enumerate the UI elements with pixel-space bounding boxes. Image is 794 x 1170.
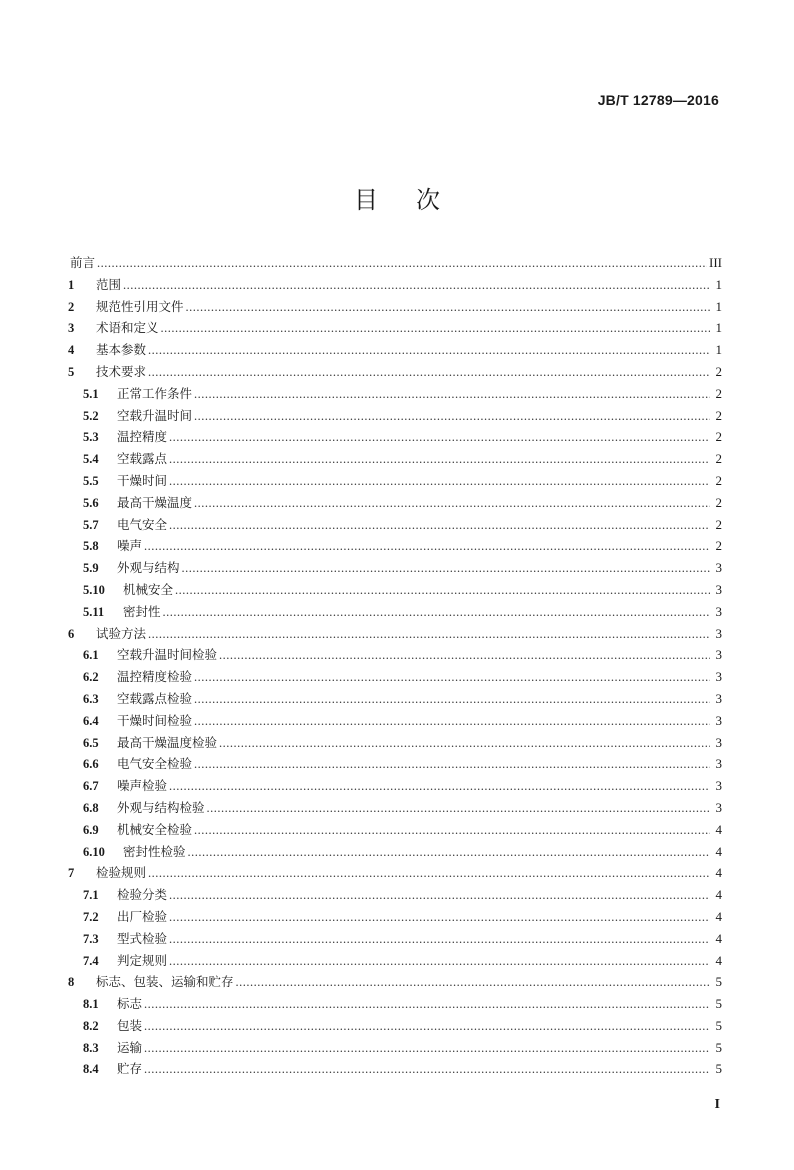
toc-entry-label: 最高干燥温度检验 — [117, 734, 218, 750]
toc-entry-label: 外观与结构 — [117, 560, 180, 576]
toc-entry-number: 5.9 — [83, 561, 99, 576]
toc-entry-page: 1 — [715, 342, 722, 358]
toc-entry-label: 密封性检验 — [123, 843, 186, 859]
toc-entry-label: 温控精度检验 — [117, 669, 193, 685]
toc-entry-label: 标志、包装、运输和贮存 — [96, 974, 234, 990]
toc-entry-page: 1 — [715, 276, 722, 292]
toc-entry-label: 温控精度 — [117, 429, 168, 445]
toc-entry-page: 1 — [715, 298, 722, 314]
toc-entry-number: 6.7 — [83, 779, 99, 794]
toc-entry-label: 范围 — [96, 276, 122, 292]
toc-entry-page: 4 — [715, 908, 722, 924]
toc-entry-number: 3 — [68, 321, 75, 336]
toc-entry-number: 5 — [68, 364, 75, 379]
toc-entry-label: 基本参数 — [96, 342, 147, 358]
toc-leader-dots — [169, 951, 710, 973]
toc-entry-page: 4 — [715, 930, 722, 946]
toc-leader-dots — [186, 297, 710, 319]
toc-entry-label: 噪声 — [117, 538, 143, 554]
toc-entry[interactable] — [68, 426, 722, 448]
toc-entry-label: 标志 — [117, 996, 143, 1012]
toc-entry-label: 贮存 — [117, 1061, 143, 1077]
toc-entry-label: 空载露点 — [117, 451, 168, 467]
toc-entry-page: 2 — [715, 472, 722, 488]
toc-entry[interactable] — [68, 862, 722, 884]
toc-entry-number: 8 — [68, 975, 75, 990]
toc-entry-number: 6 — [68, 626, 75, 641]
toc-entry[interactable] — [68, 492, 722, 514]
toc-entry[interactable] — [68, 317, 722, 339]
toc-leader-dots — [169, 776, 710, 798]
toc-leader-dots — [194, 406, 710, 428]
toc-entry-label: 空载升温时间检验 — [117, 647, 218, 663]
toc-entry[interactable] — [68, 274, 722, 296]
toc-entry-page: 3 — [715, 560, 722, 576]
toc-leader-dots — [169, 427, 710, 449]
toc-entry-page: 2 — [715, 385, 722, 401]
toc-entry[interactable] — [68, 405, 722, 427]
toc-entry[interactable] — [68, 732, 722, 754]
toc-entry-label: 干燥时间检验 — [117, 712, 193, 728]
toc-leader-dots — [144, 536, 710, 558]
toc-entry-number: 6.2 — [83, 670, 99, 685]
toc-entry-page: 2 — [715, 429, 722, 445]
toc-entry-page: 3 — [715, 799, 722, 815]
toc-entry-page: 2 — [715, 363, 722, 379]
toc-entry-number: 5.4 — [83, 452, 99, 467]
toc-entry-number: 7.4 — [83, 953, 99, 968]
toc-entry-label: 包装 — [117, 1017, 143, 1033]
toc-entry[interactable] — [68, 1015, 722, 1037]
toc-entry-number: 5.5 — [83, 473, 99, 488]
toc-entry-page: 5 — [715, 974, 722, 990]
toc-entry[interactable] — [68, 971, 722, 993]
toc-entry-number: 6.1 — [83, 648, 99, 663]
toc-entry-label: 判定规则 — [117, 952, 168, 968]
toc-entry-page: III — [709, 255, 722, 270]
toc-entry-page: 5 — [715, 996, 722, 1012]
toc-entry[interactable] — [68, 644, 722, 666]
toc-leader-dots — [194, 820, 710, 842]
toc-entry-label: 外观与结构检验 — [117, 799, 205, 815]
toc-entry[interactable] — [68, 1037, 722, 1059]
toc-entry-number: 1 — [68, 277, 75, 292]
toc-leader-dots — [194, 711, 710, 733]
toc-leader-dots — [123, 275, 710, 297]
toc-entry-number: 6.8 — [83, 800, 99, 815]
toc-entry-page: 3 — [715, 603, 722, 619]
toc-entry-label: 运输 — [117, 1039, 143, 1055]
toc-entry-page: 4 — [715, 865, 722, 881]
toc-entry-number: 8.2 — [83, 1018, 99, 1033]
toc-entry-number: 5.1 — [83, 386, 99, 401]
toc-leader-dots — [194, 667, 710, 689]
toc-entry-page: 2 — [715, 516, 722, 532]
toc-leader-dots — [148, 863, 710, 885]
toc-entry-label: 空载露点检验 — [117, 690, 193, 706]
toc-entry[interactable] — [68, 623, 722, 645]
toc-entry[interactable] — [68, 383, 722, 405]
toc-leader-dots — [219, 645, 710, 667]
toc-entry-number: 6.4 — [83, 713, 99, 728]
toc-leader-dots — [144, 994, 710, 1016]
toc-entry[interactable] — [68, 579, 722, 601]
toc-entry[interactable] — [68, 601, 722, 623]
toc-leader-dots — [169, 907, 710, 929]
toc-entry-label: 干燥时间 — [117, 472, 168, 488]
toc-entry[interactable] — [68, 361, 722, 383]
toc-entry-page: 5 — [715, 1061, 722, 1077]
toc-entry[interactable] — [68, 1058, 722, 1080]
toc-entry-label: 检验规则 — [96, 865, 147, 881]
toc-entry-label: 正常工作条件 — [117, 385, 193, 401]
toc-entry-number: 8.3 — [83, 1040, 99, 1055]
toc-leader-dots — [148, 624, 710, 646]
toc-leader-dots — [97, 253, 707, 275]
toc-entry-number: 5.8 — [83, 539, 99, 554]
toc-leader-dots — [144, 1059, 710, 1081]
toc-entry-label: 术语和定义 — [96, 320, 159, 336]
toc-entry[interactable] — [68, 514, 722, 536]
toc-entry-number: 7.2 — [83, 909, 99, 924]
toc-entry-page: 3 — [715, 734, 722, 750]
toc-entry[interactable] — [68, 884, 722, 906]
toc-entry-number: 6.3 — [83, 691, 99, 706]
toc-entry[interactable] — [68, 688, 722, 710]
toc-entry-number: 5.7 — [83, 517, 99, 532]
toc-entry-page: 1 — [715, 320, 722, 336]
toc-entry-label: 电气安全 — [117, 516, 168, 532]
toc-entry[interactable] — [68, 950, 722, 972]
toc-entry-label: 型式检验 — [117, 930, 168, 946]
toc-entry-page: 3 — [715, 581, 722, 597]
toc-leader-dots — [188, 842, 710, 864]
toc-entry-page: 4 — [715, 821, 722, 837]
toc-entry-label: 空载升温时间 — [117, 407, 193, 423]
toc-entry-number: 7 — [68, 866, 75, 881]
toc-entry-page: 2 — [715, 407, 722, 423]
toc-leader-dots — [194, 384, 710, 406]
toc-entry[interactable] — [68, 993, 722, 1015]
toc-entry-number: 4 — [68, 343, 75, 358]
toc-entry-number: 8.1 — [83, 997, 99, 1012]
toc-entry[interactable] — [68, 666, 722, 688]
toc-leader-dots — [182, 558, 710, 580]
toc-entry-page: 3 — [715, 712, 722, 728]
toc-entry-page: 3 — [715, 756, 722, 772]
toc-leader-dots — [207, 798, 710, 820]
toc-leader-dots — [148, 362, 710, 384]
toc-entry-page: 2 — [715, 451, 722, 467]
toc-entry[interactable] — [68, 448, 722, 470]
toc-entry-number: 6.5 — [83, 735, 99, 750]
toc-entry-number: 5.11 — [83, 604, 105, 619]
toc-leader-dots — [169, 515, 710, 537]
toc-entry-page: 2 — [715, 538, 722, 554]
toc-entry-page: 4 — [715, 887, 722, 903]
toc-entry-label: 电气安全检验 — [117, 756, 193, 772]
toc-leader-dots — [169, 929, 710, 951]
toc-entry-page: 5 — [715, 1039, 722, 1055]
toc-entry-number: 7.3 — [83, 931, 99, 946]
toc-entry-label: 密封性 — [123, 603, 161, 619]
toc-leader-dots — [219, 733, 710, 755]
page-title: 目次 — [354, 186, 478, 214]
toc-entry[interactable] — [68, 296, 722, 318]
toc-entry-number: 5.6 — [83, 495, 99, 510]
toc-entry-label: 技术要求 — [96, 363, 147, 379]
toc-entry[interactable] — [68, 557, 722, 579]
toc-entry-label: 检验分类 — [117, 887, 168, 903]
toc-entry-number: 6.9 — [83, 822, 99, 837]
toc-entry-number: 6.6 — [83, 757, 99, 772]
toc-entry-number: 5.3 — [83, 430, 99, 445]
toc-entry[interactable] — [68, 753, 722, 775]
toc-leader-dots — [144, 1016, 710, 1038]
page-number: I — [714, 1097, 720, 1112]
toc-entry[interactable] — [68, 535, 722, 557]
toc-leader-dots — [163, 602, 710, 624]
toc-entry-page: 3 — [715, 690, 722, 706]
toc-entry-page: 3 — [715, 647, 722, 663]
toc-entry-label: 规范性引用文件 — [96, 298, 184, 314]
toc-leader-dots — [148, 340, 710, 362]
table-of-contents — [68, 252, 722, 1080]
toc-entry-label: 出厂检验 — [117, 908, 168, 924]
toc-leader-dots — [194, 689, 710, 711]
toc-entry[interactable] — [68, 470, 722, 492]
toc-entry-label: 噪声检验 — [117, 778, 168, 794]
toc-entry[interactable] — [68, 339, 722, 361]
toc-entry[interactable] — [68, 819, 722, 841]
toc-entry[interactable] — [68, 928, 722, 950]
toc-leader-dots — [169, 885, 710, 907]
toc-entry-page: 3 — [715, 625, 722, 641]
toc-entry[interactable] — [68, 252, 722, 274]
toc-leader-dots — [144, 1038, 710, 1060]
toc-entry-number: 8.4 — [83, 1062, 99, 1077]
toc-leader-dots — [194, 754, 710, 776]
toc-entry-page: 4 — [715, 952, 722, 968]
toc-entry-label: 机械安全 — [123, 581, 174, 597]
toc-leader-dots — [175, 580, 710, 602]
toc-entry-label: 前言 — [70, 255, 96, 270]
toc-entry-number: 7.1 — [83, 888, 99, 903]
toc-leader-dots — [161, 318, 710, 340]
toc-entry[interactable] — [68, 710, 722, 732]
toc-entry[interactable] — [68, 797, 722, 819]
toc-entry-page: 5 — [715, 1017, 722, 1033]
toc-leader-dots — [236, 972, 710, 994]
toc-entry[interactable] — [68, 841, 722, 863]
toc-entry-page: 4 — [715, 843, 722, 859]
toc-entry-page: 2 — [715, 494, 722, 510]
toc-leader-dots — [169, 471, 710, 493]
toc-leader-dots — [169, 449, 710, 471]
toc-leader-dots — [194, 493, 710, 515]
standard-number: JB/T 12789—2016 — [597, 92, 719, 108]
toc-entry-number: 6.10 — [83, 844, 105, 859]
toc-entry[interactable] — [68, 906, 722, 928]
toc-entry-label: 试验方法 — [96, 625, 147, 641]
toc-entry-number: 5.2 — [83, 408, 99, 423]
toc-entry-label: 机械安全检验 — [117, 821, 193, 837]
toc-entry-page: 3 — [715, 669, 722, 685]
toc-entry-number: 5.10 — [83, 582, 105, 597]
toc-entry[interactable] — [68, 775, 722, 797]
toc-entry-number: 2 — [68, 299, 75, 314]
toc-entry-label: 最高干燥温度 — [117, 494, 193, 510]
toc-entry-page: 3 — [715, 778, 722, 794]
